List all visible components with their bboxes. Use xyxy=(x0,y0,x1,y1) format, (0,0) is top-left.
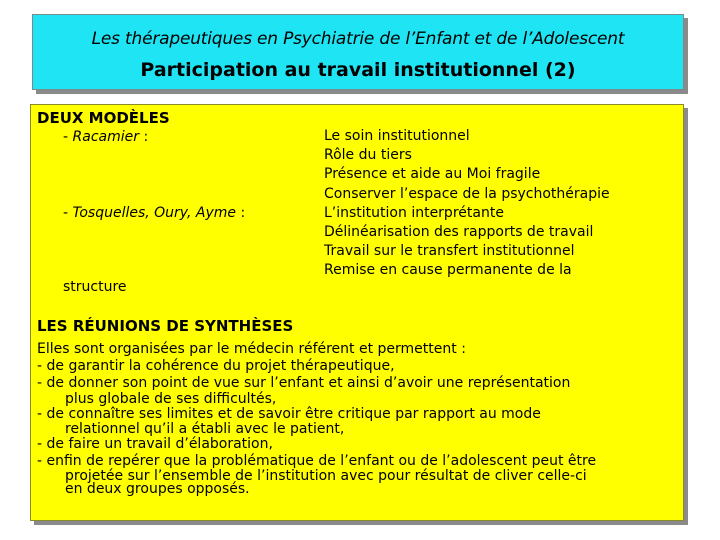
list-item: Délinéarisation des rapports de travail xyxy=(324,224,594,241)
slide-subtitle: Les thérapeutiques en Psychiatrie de l’Enfant et de l’Adolescent xyxy=(91,29,625,49)
paragraph-line: projetée sur l’ensemble de l’institution avec pour résultat de cliver celle-ci xyxy=(65,468,587,485)
paragraph-line: plus globale de ses difficultés, xyxy=(65,390,277,407)
structure-word: structure xyxy=(63,279,127,295)
model-racamier-name: Racamier xyxy=(72,129,139,145)
reunions-heading: LES RÉUNIONS DE SYNTHÈSES xyxy=(37,317,294,335)
paragraph-line: en deux groupes opposés. xyxy=(65,481,250,498)
list-item: Présence et aide au Moi fragile xyxy=(324,166,541,183)
list-item: L’institution interprétante xyxy=(324,204,504,221)
model-racamier-prefix: - xyxy=(63,129,73,145)
paragraph-line: - enfin de repérer que la problématique de l’enfant ou de l’adolescent peut être xyxy=(37,453,597,470)
list-item: Rôle du tiers xyxy=(324,147,412,164)
title-box xyxy=(32,14,684,90)
list-item: Le soin institutionnel xyxy=(324,128,470,144)
models-heading: DEUX MODÈLES xyxy=(37,109,170,127)
list-item: Travail sur le transfert institutionnel xyxy=(324,243,575,260)
model-tosquelles-name: Tosquelles, Oury, Ayme xyxy=(72,205,237,221)
paragraph-line: - de faire un travail d’élaboration, xyxy=(37,435,273,452)
model-racamier-suffix: : xyxy=(139,129,149,145)
model-racamier xyxy=(63,129,148,145)
paragraph-line: - de connaître ses limites et de savoir être critique par rapport au mode xyxy=(37,405,541,422)
content-box xyxy=(30,104,684,521)
list-item: Remise en cause permanente de la xyxy=(324,262,572,279)
model-tosquelles-suffix: : xyxy=(236,205,246,221)
list-item: Conserver l’espace de la psychothérapie xyxy=(324,185,610,202)
models-list xyxy=(324,127,610,281)
paragraph-line: - de garantir la cohérence du projet thérapeutique, xyxy=(37,358,395,375)
slide-title: Participation au travail institutionnel (2) xyxy=(140,59,576,81)
reunions-intro: Elles sont organisées par le médecin référent et permettent : xyxy=(37,341,466,357)
model-tosquelles xyxy=(63,205,245,221)
paragraph-line: relationnel qu’il a établi avec le patient, xyxy=(65,420,345,437)
model-tosquelles-prefix: - xyxy=(63,205,73,221)
paragraph-line: - de donner son point de vue sur l’enfant et ainsi d’avoir une représentation xyxy=(37,375,571,392)
reunions-paragraph xyxy=(37,341,596,496)
